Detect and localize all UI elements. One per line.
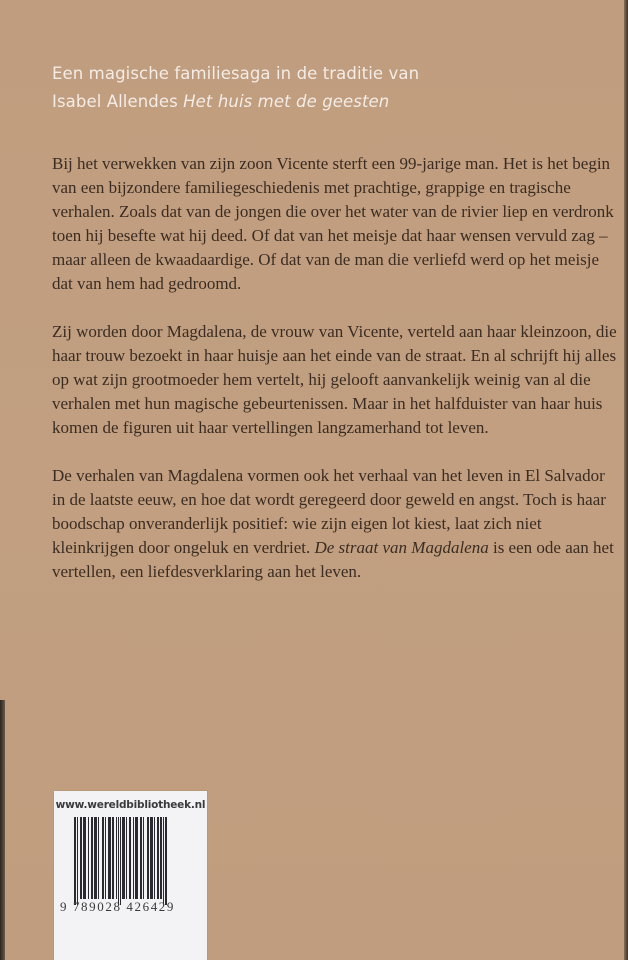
cover-blurb bbox=[52, 152, 622, 608]
cover-tagline bbox=[52, 60, 612, 116]
blurb-paragraph-2: Zij worden door Magdalena, de vrouw van Vicente, verteld aan haar kleinzoon, die haar trouw bezoekt in haar huisje aan het einde van de straat. En al schrijft hij alles op wat zijn grootmoeder hem vertelt, hij gelooft aanvankelijk weinig van al die verhalen met hun magische gebeurtenissen. Maar in het halfduister van haar huis komen de figuren uit haar vertellingen langzamerhand tot leven. bbox=[52, 322, 617, 437]
barcode-label bbox=[54, 791, 207, 960]
cover-left-edge-shadow bbox=[0, 700, 5, 960]
blurb-book-title: De straat van Magdalena bbox=[314, 538, 489, 557]
blurb-paragraph-3-start: De verhalen van Magdalena vormen ook het verhaal van het leven in El Salvador in de laatste eeuw, en hoe dat wordt geregeerd door geweld en angst. Toch is haar boodschap onveranderlijk positief: wie zijn eigen lot kiest, laat zich niet kleinkrijgen door ongeluk en verdriet. bbox=[52, 466, 606, 557]
blurb-paragraph-3-end: is een ode aan het vertellen, een liefdesverklaring aan het leven. bbox=[52, 538, 614, 581]
cover-right-edge-shadow bbox=[624, 0, 628, 960]
isbn-number: 9 789028 426429 bbox=[60, 899, 175, 914]
tagline-author: Isabel Allendes bbox=[52, 92, 184, 111]
tagline-line-2 bbox=[52, 88, 612, 116]
blurb-paragraph-3 bbox=[52, 464, 622, 584]
tagline-line-1: Een magische familiesaga in de traditie van bbox=[52, 64, 420, 83]
publisher-url: www.wereldbibliotheek.nl bbox=[55, 799, 206, 811]
barcode-icon bbox=[74, 817, 194, 905]
tagline-referenced-title: Het huis met de geesten bbox=[183, 92, 390, 111]
blurb-paragraph-1: Bij het verwekken van zijn zoon Vicente sterft een 99-jarige man. Het is het begin van een bijzondere familiegeschiedenis met prachtige, grappige en tragische verhalen. Zoals dat van de jongen die over het water van de rivier liep en verdronk toen hij besefte wat hij deed. Of dat van het meisje dat haar wensen vervuld zag – maar alleen de kwaadaardige. Of dat van de man die verliefd werd op het meisje dat van hem had gedroomd. bbox=[52, 154, 614, 293]
